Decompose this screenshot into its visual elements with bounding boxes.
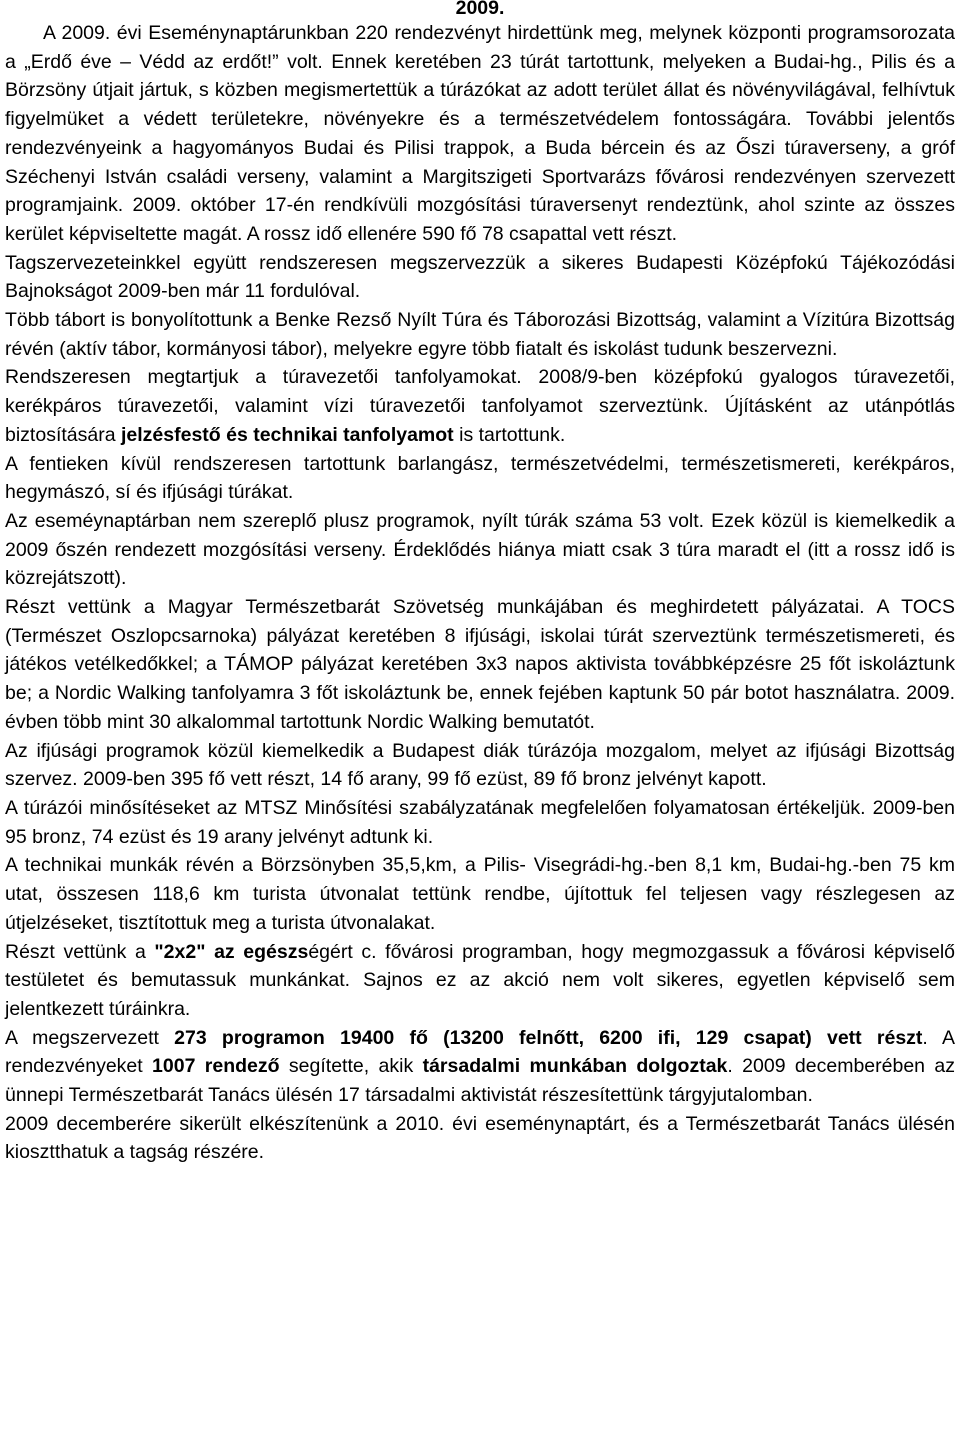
paragraph-summary bbox=[5, 1024, 955, 1110]
summary-bold-3: társadalmi munkában dolgoztak bbox=[422, 1055, 728, 1078]
summary-text-4: . 2009 decemberében az ünnepi Természetbarát Tanács ülésén 17 társadalmi aktivistát részesítettünk tárgyjutalomban. bbox=[5, 1055, 955, 1107]
summary-text-3: segítette, akik bbox=[279, 1055, 423, 1078]
paragraph-youth: Az ifjúsági programok közül kiemelkedik a Budapest diák túrázója mozgalom, melyet az ifjúsági Bizottság szervez. 2009-ben 395 fő vett részt, 14 fő arany, 99 fő ezüst, 89 fő bronz jelvényt kapott. bbox=[5, 739, 955, 791]
document-page bbox=[5, 0, 955, 1167]
paragraph-federation: Részt vettünk a Magyar Természetbarát Szövetség munkájában és meghirdetett pályázatai. A TOCS (Természet Oszlopcsarnoka) pályázat keretében 8 ifjúsági, iskolai túrát szerveztünk természetismereti, és játékos vetélkedőkkel; a TÁMOP pályázat keretében 3x3 napos aktivista továbbképzésre 25 főt iskoláztunk be; a Nordic Walking tanfolyamra 3 főt iskoláztunk be, ennek fejében kaptunk 50 pár botot használatra. 2009. évben több mint 30 alkalommal tartottunk Nordic Walking bemutatót. bbox=[5, 596, 955, 733]
paragraph-orienteering: Tagszervezeteinkkel együtt rendszeresen megszervezzük a sikeres Budapesti Középfokú Tájékozódási Bajnokságot 2009-ben már 11 fordulóval. bbox=[5, 251, 955, 303]
2x2-text-1: Részt vettünk a bbox=[5, 940, 155, 963]
2x2-text-2: égért c. fővárosi programban, hogy megmozgassuk a fővárosi képviselő testületet és bemutassuk munkánkat. Sajnos ez az akció nem volt sikeres, egyetlen képviselő sem jelentkezett túráinkra. bbox=[5, 940, 955, 1020]
paragraph-courses bbox=[5, 363, 955, 449]
paragraph-technical: A technikai munkák révén a Börzsönyben 35,5,km, a Pilis- Visegrádi-hg.-ben 8,1 km, Budai-hg.-ben 75 km utat, összesen 118,6 km turista útvonalat tettünk rendbe, újítottuk fel teljesen vagy részlegesen az útjelzéseket, tisztítottuk meg a turista útvonalakat. bbox=[5, 854, 955, 934]
courses-text-2: is tartottunk. bbox=[453, 423, 566, 446]
courses-text-1: Rendszeresen megtartjuk a túravezetői tanfolyamokat. 2008/9-ben középfokú gyalogos túravezetői, kerékpáros túravezetői, valamint vízi túravezetői tanfolyamot szerveztünk. Újításként az utánpótlás biztosítására bbox=[5, 366, 955, 446]
paragraph-other-tours: A fentieken kívül rendszeresen tartottunk barlangász, természetvédelmi, természetismereti, kerékpáros, hegymászó, sí és ifjúsági túrákat. bbox=[5, 452, 955, 504]
summary-text-1: A megszervezett bbox=[5, 1026, 175, 1049]
summary-text-2: . A rendezvényeket bbox=[5, 1026, 955, 1078]
paragraph-extra-programs: Az eseméynaptárban nem szereplő plusz programok, nyílt túrák száma 53 volt. Ezek közül is kiemelkedik a 2009 őszén rendezett mozgósítási verseny. Érdeklődés hiánya miatt csak 3 túra maradt el (itt a rossz idő is közrejátszott). bbox=[5, 509, 955, 590]
courses-bold: jelzésfestő és technikai tanfolyamot bbox=[120, 423, 454, 446]
page-heading: 2009. bbox=[455, 0, 505, 19]
summary-bold-2: 1007 rendező bbox=[152, 1055, 280, 1078]
2x2-bold: "2x2" az egészs bbox=[154, 940, 309, 963]
paragraph-events: A 2009. évi Eseménynaptárunkban 220 rendezvényt hirdettünk meg, melynek központi programsorozata a „Erdő éve – Védd az erdőt!” volt. Ennek keretében 23 túrát tartottunk, melyeken a Budai-hg., Pilis és a Börzsöny útjait jártuk, s közben megismertettük a túrázókat az adott terület állat és növényvilágával, felhívtuk figyelmüket a védett területekre, növényekre és a természetvédelem fontosságára. További jelentős rendezvényeink a hagyományos Budai és Pilisi trappok, a Buda bércein és az Őszi túraverseny, a gróf Széchenyi István családi verseny, valamint a Margitszigeti Sportvarázs fővárosi rendezvényen szervezett programjaink. 2009. október 17-én rendkívüli mozgósítási túraversenyt rendeztünk, ahol szinte az összes kerület képviseltette magát. A rossz idő ellenére 590 fő 78 csapattal vett részt. bbox=[5, 22, 955, 245]
paragraph-qualifications: A túrázói minősítéseket az MTSZ Minősítési szabályzatának megfelelően folyamatosan értékeljük. 2009-ben 95 bronz, 74 ezüst és 19 arany jelvényt adtunk ki. bbox=[5, 796, 955, 848]
summary-bold-1: 273 programon 19400 fő (13200 felnőtt, 6200 ifi, 129 csapat) vett részt bbox=[174, 1026, 923, 1049]
paragraph-calendar: 2009 decemberére sikerült elkészítenünk a 2010. évi eseménynaptárt, és a Természetbarát Tanács ülésén kiosztthatuk a tagság részére. bbox=[5, 1112, 955, 1164]
paragraph-camps: Több tábort is bonyolítottunk a Benke Rezső Nyílt Túra és Táborozási Bizottság, valamint a Vízitúra Bizottság révén (aktív tábor, kormányosi tábor), melyekre egyre több fiatalt és iskolást tudunk beszervezni. bbox=[5, 309, 955, 360]
paragraph-2x2 bbox=[5, 938, 955, 1024]
